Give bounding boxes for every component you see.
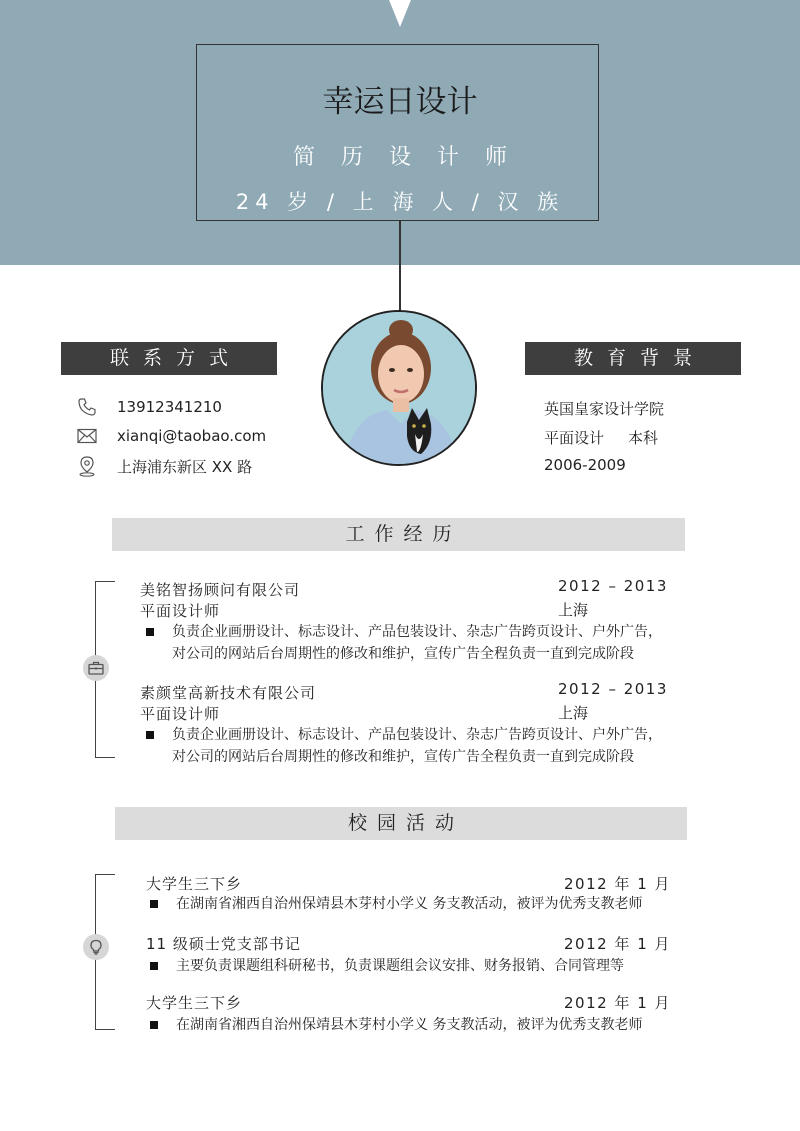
contact-address-row	[76, 455, 252, 477]
work-role: 平面设计师	[140, 602, 221, 620]
degree-level: 本科	[628, 429, 659, 447]
work-location: 上海	[558, 704, 589, 722]
activity-description: 在湖南省湘西自治州保靖县木芽村小学义 务支教活动，被评为优秀支教老师	[176, 896, 643, 912]
candidate-name: 幸运日设计	[322, 84, 478, 120]
phone-number[interactable]: 13912341210	[117, 398, 222, 416]
contact-email-row	[76, 425, 266, 447]
work-dates: 2012 – 2013	[558, 680, 668, 698]
contact-section-title: 联系方式	[61, 342, 277, 375]
major-name: 平面设计	[544, 429, 605, 447]
education-section-title: 教育背景	[525, 342, 741, 375]
lightbulb-icon	[83, 934, 109, 960]
activity-name: 大学生三下乡	[146, 994, 243, 1012]
header-notch	[389, 0, 411, 27]
activity-date: 2012 年 1 月	[564, 875, 672, 893]
activity-name: 11 级硕士党支部书记	[146, 935, 301, 953]
activity-date: 2012 年 1 月	[564, 994, 672, 1012]
contact-phone-row	[76, 396, 222, 418]
work-location: 上海	[558, 601, 589, 619]
briefcase-icon	[83, 655, 109, 681]
work-description: 负责企业画册设计、标志设计、产品包装设计、杂志广告跨页设计、户外广告，对公司的网站后台周期性的修改和维护，宣传广告全程负责一直到完成阶段	[172, 727, 662, 765]
activity-date: 2012 年 1 月	[564, 935, 672, 953]
bullet-marker	[146, 628, 154, 636]
email-address[interactable]: xianqi@taobao.com	[117, 427, 267, 445]
work-description: 负责企业画册设计、标志设计、产品包装设计、杂志广告跨页设计、户外广告，对公司的网站后台周期性的修改和维护，宣传广告全程负责一直到完成阶段	[172, 624, 662, 662]
education-years: 2006-2009	[544, 456, 626, 474]
job-title: 简历设计师	[292, 145, 533, 170]
phone-icon	[76, 396, 98, 418]
address-text: 上海浦东新区 XX 路	[117, 457, 253, 476]
work-role: 平面设计师	[140, 705, 221, 723]
bullet-marker	[146, 731, 154, 739]
work-company: 素颜堂高新技术有限公司	[140, 684, 317, 702]
school-name: 英国皇家设计学院	[544, 400, 665, 418]
work-dates: 2012 – 2013	[558, 577, 668, 595]
bullet-marker	[150, 900, 158, 908]
avatar-photo	[321, 310, 477, 466]
location-pin-icon	[76, 455, 98, 477]
work-company: 美铭智扬顾问有限公司	[140, 581, 301, 599]
connector-line	[399, 221, 401, 311]
avatar-illustration	[323, 312, 477, 466]
activity-description: 在湖南省湘西自治州保靖县木芽村小学义 务支教活动，被评为优秀支教老师	[176, 1017, 643, 1033]
bullet-marker	[150, 1021, 158, 1029]
bullet-marker	[150, 962, 158, 970]
work-section-title: 工作经历	[112, 518, 685, 551]
mail-icon	[76, 425, 98, 447]
campus-section-title: 校园活动	[115, 807, 687, 840]
activity-name: 大学生三下乡	[146, 875, 243, 893]
personal-meta: 24 岁 / 上 海 人 / 汉 族	[235, 190, 565, 214]
activity-description: 主要负责课题组科研秘书，负责课题组会议安排、财务报销、合同管理等	[176, 958, 624, 974]
